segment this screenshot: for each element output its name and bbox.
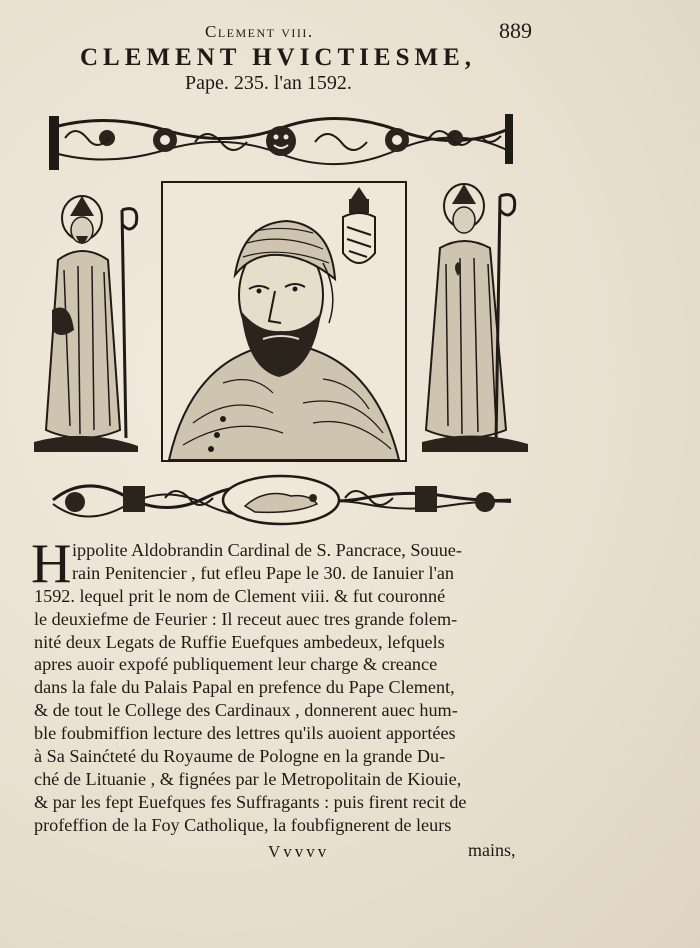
- bishop-saint-left-figure: [30, 190, 142, 456]
- text-line: & de tout le College des Cardinaux , donnerent auec hum-: [34, 700, 458, 721]
- page-title: CLEMENT HVICTIESME,: [80, 44, 476, 71]
- signature-mark: Vvvvv: [268, 842, 330, 861]
- catchword: mains,: [468, 840, 516, 860]
- pope-portrait-frame: [161, 181, 407, 462]
- text-line: à Sa Sainćteté du Royaume de Pologne en la grande Du-: [34, 746, 446, 767]
- body-text: [31, 533, 534, 838]
- drop-cap: H: [31, 533, 72, 595]
- text-line: profeffion de la Foy Catholique, la foubfignerent de leurs: [34, 814, 452, 835]
- text-line: rain Penitencier , fut efleu Pape le 30. de Ianuier l'an: [72, 562, 455, 583]
- text-line: 1592. lequel prit le nom de Clement viii. & fut couronné: [34, 585, 446, 606]
- top-ornament: [45, 108, 517, 174]
- text-line: le deuxiefme de Feurier : Il receut auec tres grande folem-: [34, 608, 458, 629]
- text-line: nité deux Legats de Ruffie Euefques ambedeux, lefquels: [34, 631, 445, 652]
- running-head: Clement viii.: [205, 22, 314, 41]
- bishop-saint-right-figure: [418, 180, 530, 456]
- page-number: 889: [499, 18, 532, 43]
- text-line: ippolite Aldobrandin Cardinal de S. Pancrace, Souue-: [72, 540, 462, 560]
- text-line: & par les fept Euefques fes Suffragants : puis firent recit de: [34, 791, 467, 812]
- papal-coat-of-arms: [343, 187, 375, 263]
- text-line: ble foubmiffion lecture des lettres qu'ils auoient apportées: [34, 723, 456, 744]
- page-subtitle: Pape. 235. l'an 1592.: [185, 72, 352, 94]
- text-line: apres auoir expofé publiquement leur charge & creance: [34, 654, 438, 675]
- text-line: dans la fale du Palais Papal en prefence du Pape Clement,: [34, 677, 455, 698]
- text-line: ché de Lituanie , & fignées par le Metropolitain de Kiouie,: [34, 768, 462, 789]
- pope-portrait-woodcut: [163, 183, 405, 460]
- bottom-ornament: [45, 468, 517, 532]
